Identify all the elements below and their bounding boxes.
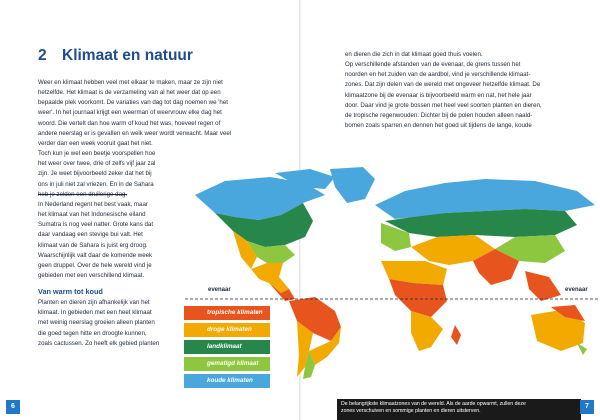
legend-tropical bbox=[184, 306, 270, 320]
text-line: Toch kun je wel een beetje voorspellen hoe bbox=[38, 150, 156, 158]
text-line: de tropische regenwouden. Dichter bij de polen houden alleen naald- bbox=[345, 111, 533, 119]
equator-label-left: evenaar bbox=[208, 287, 231, 293]
text-line: het klimaat van het Indonesische eiland bbox=[38, 211, 146, 219]
text-line: bepaalde plek voorkomt. De variaties van dag tot dag noemen we 'het bbox=[38, 99, 228, 107]
legend-label: koude klimaten bbox=[207, 377, 253, 384]
africa bbox=[381, 261, 461, 351]
text-line: zoals cactussen. Zo heeft elk gebied planten bbox=[38, 339, 160, 347]
map-caption bbox=[337, 399, 581, 420]
oceania bbox=[531, 305, 587, 355]
madagascar bbox=[451, 325, 461, 345]
text-line: met weinig neerslag groeien alleen planten bbox=[38, 319, 155, 327]
amazon-tropical bbox=[289, 297, 341, 341]
legend-cold bbox=[184, 374, 270, 388]
mexico-dry bbox=[251, 263, 289, 293]
legend-label: droge klimaten bbox=[207, 326, 252, 333]
page-number-right: 7 bbox=[580, 400, 594, 414]
text-line: In Nederland regent het best vaak, maar bbox=[38, 200, 148, 208]
text-line: ons in juli niet zal vriezen. En in de Sahara bbox=[38, 180, 154, 188]
text-line: klimaatzone bij de evenaar is bijvoorbeeld warm en nat, het hele jaar bbox=[345, 91, 532, 99]
equator-label-right: evenaar bbox=[565, 287, 588, 293]
text-line: Planten en dieren zijn afhankelijk van het bbox=[38, 299, 150, 307]
text-line: zijn. Je weet bijvoorbeeld zeker dat het bij bbox=[38, 170, 152, 178]
text-line: weer'. In het journaal krijgt een weerman of weervrouw elke dag het bbox=[38, 109, 222, 117]
legend-label: tropische klimaten bbox=[207, 309, 263, 316]
text-line: klimaat. In gebieden met een heet klimaat bbox=[38, 309, 152, 317]
right-text-column bbox=[345, 50, 595, 131]
text-line: Waarschijnlijk valt daar de komende week bbox=[38, 251, 153, 259]
caption-line: zones verschuiven en sommige planten en dieren uitsterven. bbox=[341, 408, 481, 414]
text-line: woord. Die vertelt dan hoe warm of koud het was, hoeveel regen of bbox=[38, 119, 221, 127]
text-line: andere neerslag er is gevallen en welk weer wordt verwacht. Maar veel bbox=[38, 129, 232, 137]
subheading: Van warm tot koud bbox=[38, 287, 103, 297]
text-line: Op verschillende afstanden van de evenaar, de grens tussen het bbox=[345, 61, 521, 69]
new-zealand bbox=[577, 343, 587, 355]
text-line: en dieren die zich in dat klimaat goed thuis voelen. bbox=[345, 51, 483, 58]
legend-temperate bbox=[184, 357, 270, 371]
text-line: door. Daar vind je grote bossen met heel veel soorten planten en dieren, bbox=[345, 101, 542, 109]
text-line: Sumatra is nog veel natter. Grote kans dat bbox=[38, 221, 154, 229]
text-line: verder dan een week vooruit gaat het niet. bbox=[38, 139, 153, 147]
southern-africa-dry bbox=[411, 311, 443, 351]
text-line: geen druppel. Over de hele wereld vind je bbox=[38, 261, 152, 269]
central-africa-tropical bbox=[389, 279, 447, 317]
caption-line: De belangrijkste klimaatzones van de wereld. Als de aarde opwarmt, zullen deze bbox=[341, 401, 526, 407]
text-line: die goed tegen hitte en droogte kunnen, bbox=[38, 329, 147, 337]
text-line: het weer over twee, drie of zelfs vijf jaar zal bbox=[38, 160, 156, 168]
legend-label: gematigd klimaat bbox=[207, 360, 259, 367]
text-line-struck: heb je zelden een druilerige dag. bbox=[38, 190, 128, 198]
text-line: klimaat van de Sahara is juist erg droog. bbox=[38, 241, 148, 249]
text-line: gebieden met een verschillend klimaat. bbox=[38, 271, 145, 279]
north-america bbox=[195, 167, 375, 301]
page-number-left: 6 bbox=[6, 400, 20, 414]
chapter-number: 2 bbox=[38, 47, 47, 64]
chapter-title: Klimaat en natuur bbox=[62, 47, 193, 64]
legend-land bbox=[184, 340, 270, 354]
text-line: daar vandaag een stevige bui valt. Het bbox=[38, 231, 143, 239]
text-line: hetzelfde. Het klimaat is de verzameling van al het weer dat op een bbox=[38, 89, 221, 97]
text-line: zones. Dat zijn delen van de wereld met ongeveer hetzelfde klimaat. De bbox=[345, 81, 541, 89]
legend-dry bbox=[184, 323, 270, 337]
text-line: Weer en klimaat hebben veel met elkaar te maken, maar ze zijn niet bbox=[38, 79, 223, 86]
chapter-heading bbox=[38, 47, 193, 65]
text-line: bomen zoals sparren en dennen het goed uit tijdens de lange, koude bbox=[345, 122, 532, 130]
greenland bbox=[330, 167, 375, 203]
southeast-asia-tropical bbox=[525, 271, 561, 301]
south-america bbox=[289, 297, 341, 379]
text-line: noorden en het zuiden van de aardbol, vind je verschillende klimaat- bbox=[345, 71, 531, 79]
legend-label: landklimaat bbox=[207, 343, 242, 350]
